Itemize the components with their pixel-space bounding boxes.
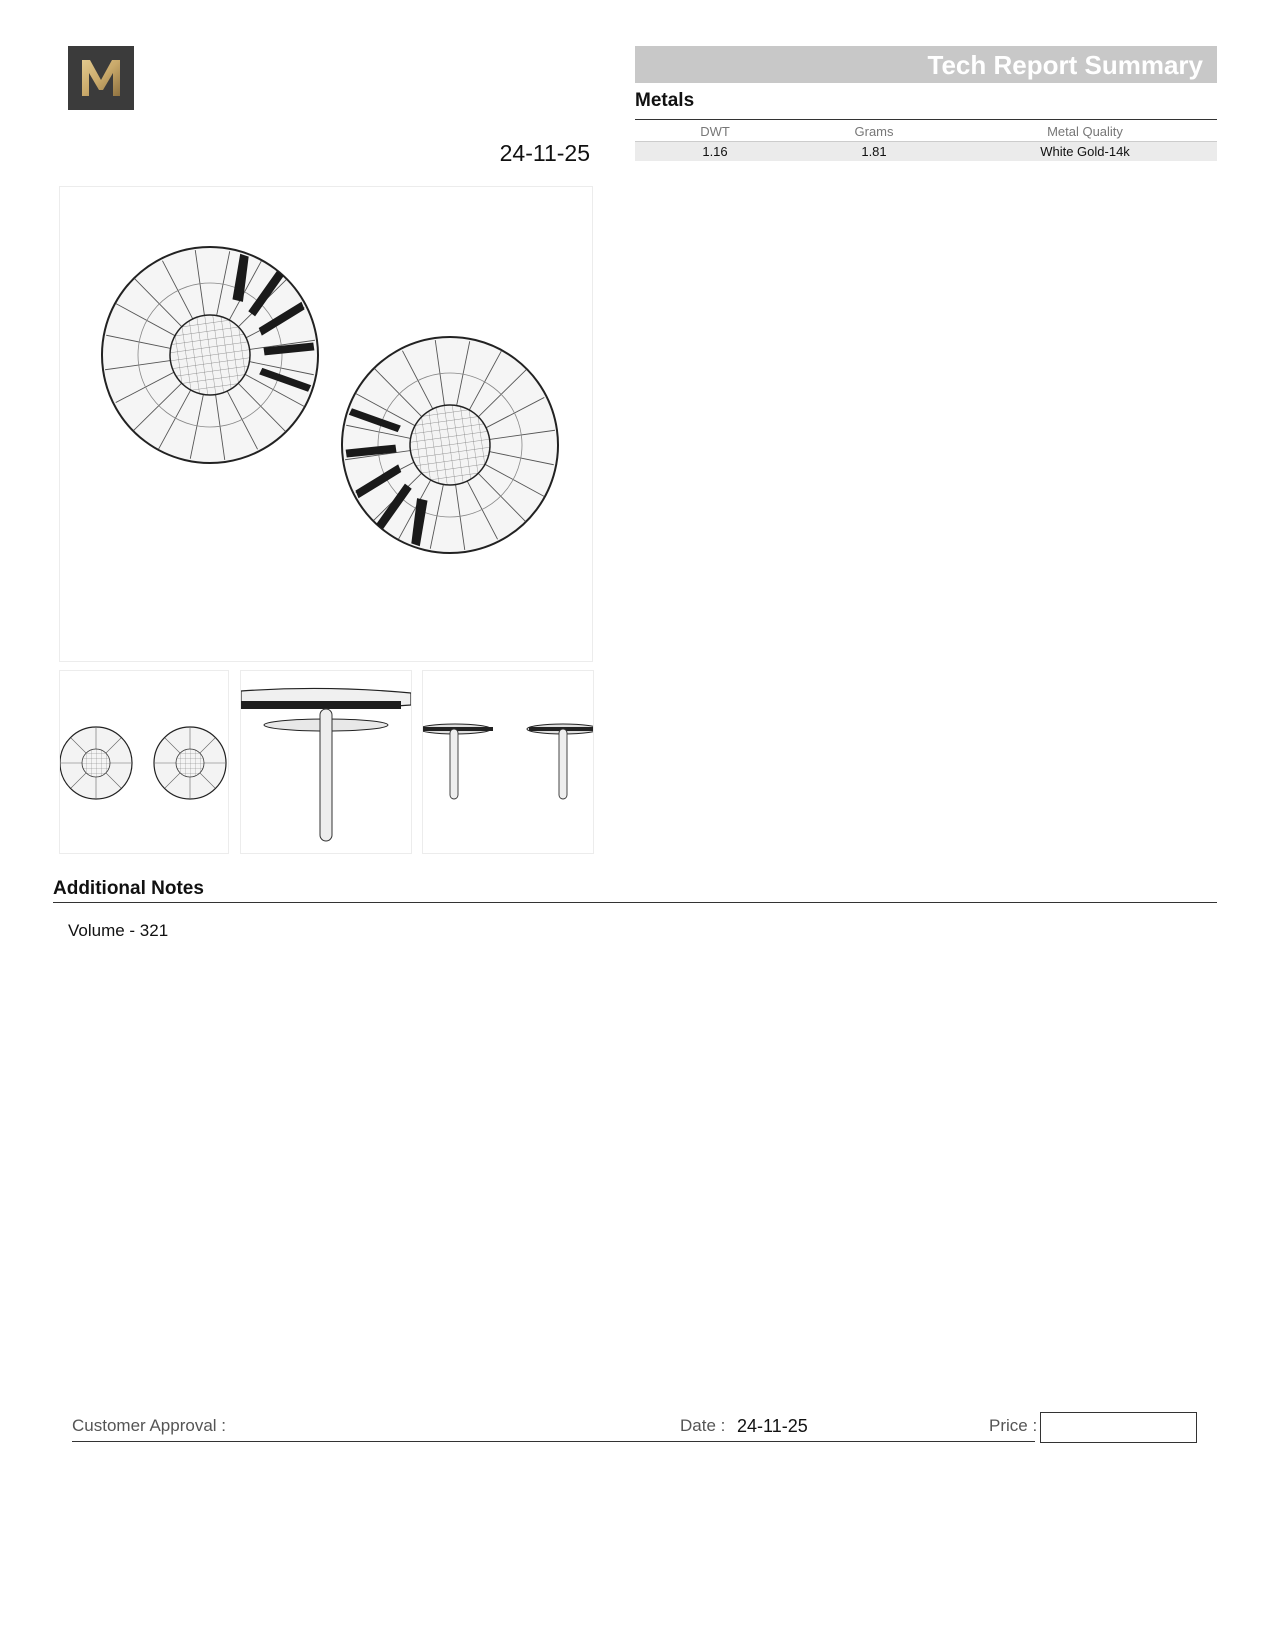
approval-signature-line[interactable] [72,1441,1035,1442]
table-row [635,142,1217,162]
column-header-grams: Grams [854,124,894,139]
earring-side-view-icon [241,671,411,853]
earrings-back-view-icon [423,671,593,853]
report-header-bar [635,46,1217,83]
logo-mark-icon [68,46,134,110]
price-label: Price : [989,1416,1038,1435]
cell-dwt: 1.16 [635,142,795,162]
cell-grams: 1.81 [795,142,953,162]
cell-metal-quality: White Gold-14k [953,142,1217,162]
metals-header-row [635,122,1217,142]
customer-approval-label: Customer Approval : [72,1416,227,1435]
additional-notes-heading: Additional Notes [53,878,204,899]
report-title: Tech Report Summary [927,50,1203,80]
metals-table [635,122,1217,161]
metals-heading: Metals [635,90,695,111]
thumbnail-side-view [240,670,412,854]
approval-date-label: Date : [680,1416,726,1435]
thumbnail-back-view [422,670,594,854]
main-render-image [59,186,593,662]
approval-date-value: 24-11-25 [737,1416,808,1436]
earrings-front-view-icon [60,671,228,853]
column-header-dwt: DWT [700,124,730,139]
price-field[interactable] [1040,1412,1197,1443]
notes-divider [53,902,1217,903]
metals-divider [635,119,1217,120]
thumbnail-front-view [59,670,229,854]
earrings-render-icon [60,187,592,661]
column-header-metal-quality: Metal Quality [1047,124,1123,139]
report-date: 24-11-25 [499,140,590,166]
company-logo [68,46,134,110]
additional-notes-text: Volume - 321 [68,921,169,940]
